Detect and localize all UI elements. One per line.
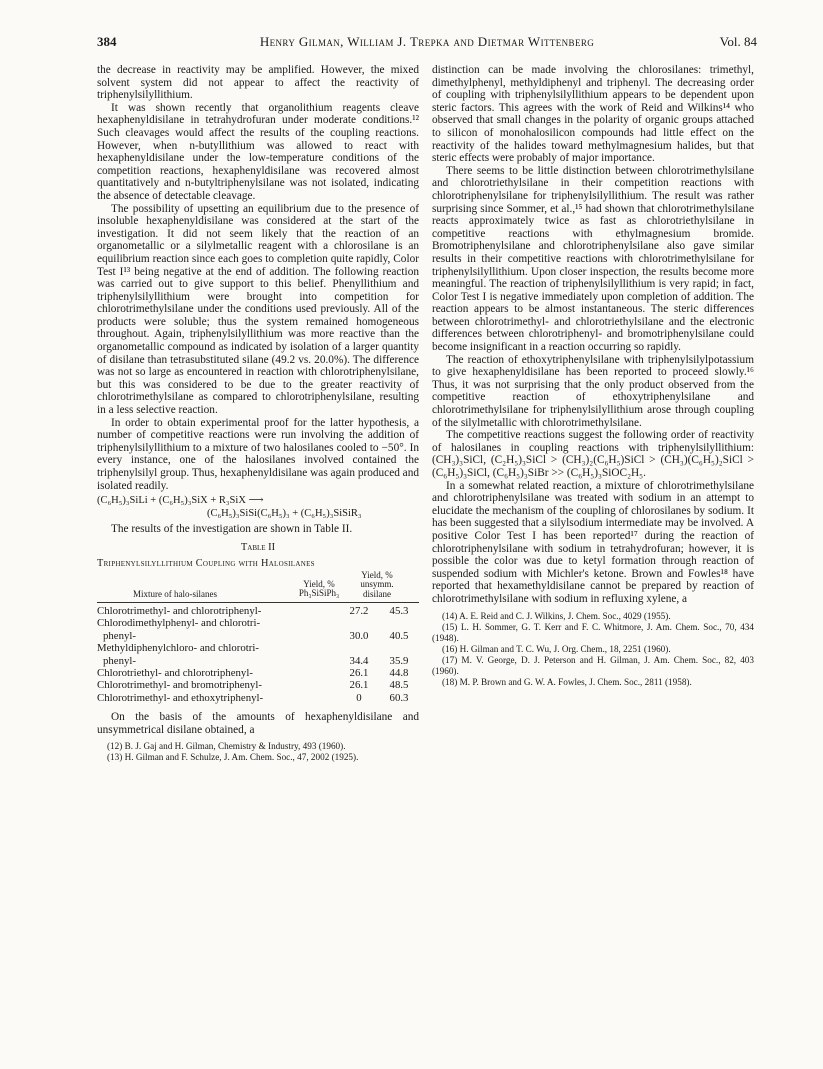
paragraph: The competitive reactions suggest the following order of reactivity of halosilanes in coupling reactions with triphenylsilyllithium: (CH₃)₃SiCl, (C₂H₅)₃SiCl > (CH₃)₂(C₆H₅)SiCl > (CH₃)(C₆H₅)₂SiCl > (C₆H₅)₃SiCl, (C₆H₅)₃SiBr >> (C₆H₅)₃SiOC₂H₅. xyxy=(432,429,754,479)
mixture-cell: Chlorodimethylphenyl- and chlorotri- xyxy=(97,617,261,630)
yield-cell: 48.5 xyxy=(389,679,409,692)
yield-cell: 45.3 xyxy=(389,604,409,617)
right-column xyxy=(432,64,754,688)
paragraph: distinction can be made involving the chlorosilanes: trimethyl, dimethylphenyl, methyldiphenyl and triphenyl. The decreasing order of coupling with triphenylsilyllithium appears to be dependent upon steric factors. This agrees with the work of Reid and Wilkins¹⁴ who observed that small changes in the polarity of organic groups attached to silicon of monohalosilicon compounds had little effect on the reactivity of the halides toward methylmagnesium halides, but that steric effects were probably of major importance. xyxy=(432,64,754,165)
volume-label: Vol. 84 xyxy=(719,34,757,49)
paragraph: The results of the investigation are shown in Table II. xyxy=(111,523,353,536)
results-table xyxy=(97,542,419,704)
left-column xyxy=(97,64,419,763)
page-number: 384 xyxy=(97,34,117,49)
mixture-cell: phenyl- xyxy=(103,629,136,642)
yield-cell: 40.5 xyxy=(389,629,409,642)
yield-cell: 35.9 xyxy=(389,654,409,667)
footnote: (13) H. Gilman and F. Schulze, J. Am. Chem. Soc., 47, 2002 (1925). xyxy=(107,752,359,763)
equation-line: (C₆H₅)₃SiSi(C₆H₅)₃ + (C₆H₅)₃SiSiR₃ xyxy=(207,507,362,519)
paragraph: On the basis of the amounts of hexaphenyldisilane and unsymmetrical disilane obtained, a xyxy=(97,711,419,736)
table-row xyxy=(97,692,419,704)
paragraph: The reaction of ethoxytriphenylsilane with triphenylsilylpotassium to give hexaphenyldisilane has been reported to proceed slowly.¹⁶ Thus, it was not surprising that the only product observed from the competitive reaction of ethoxytriphenylsilane and chlorotrimethylsilane for triphenylsilyllithium arose through coupling of the silylmetallic with chlorotrimethylsilane. xyxy=(432,353,754,429)
yield-cell: 0 xyxy=(356,691,362,704)
reaction-equation xyxy=(97,495,419,520)
table-title: Triphenylsilyllithium Coupling with Halosilanes xyxy=(97,558,315,570)
footnote: (18) M. P. Brown and G. W. A. Fowles, J. Chem. Soc., 2811 (1958). xyxy=(442,676,692,687)
mixture-cell: Chlorotriethyl- and chlorotriphenyl- xyxy=(97,667,253,679)
paragraph: There seems to be little distinction between chlorotrimethylsilane and chlorotriethylsilane in their competition reactions with chlorotriphenylsilane for triphenylsilyllithium. The result was rather surprising since Sommer, et al.,¹⁵ had shown that chlorotrimethylsilane reacts approximately twice as fast as chlorotriethylsilane in competitive reactions with ethylmagnesium bromide. Bromotriphenylsilane and chlorotriphenylsilane also gave similar results in their competitive reactions with chlorotrimethylsilane for triphenylsilyllithium. Upon closer inspection, the results become more meaningful. The reaction of triphenylsilyllithium is very rapid; in fact, Color Test I is negative immediately upon completion of addition. The reaction appears to be almost instantaneous. The steric differences between chlorotrimethyl- and chlorotriethylsilane and the electronic differences between chlorotriphenyl- and bromotriphenylsilane could become insignificant in a reaction occurring so rapidly. xyxy=(432,164,754,354)
mixture-cell: Methyldiphenylchloro- and chlorotri- xyxy=(97,642,259,655)
yield-cell: 27.2 xyxy=(349,604,369,617)
footnote: (15) L. H. Sommer, G. T. Kerr and F. C. Whitmore, J. Am. Chem. Soc., 70, 434 (1948). xyxy=(432,621,754,643)
table-row xyxy=(97,655,419,667)
mixture-cell: phenyl- xyxy=(103,654,136,667)
table-row xyxy=(97,617,419,629)
footnote: (14) A. E. Reid and C. J. Wilkins, J. Chem. Soc., 4029 (1955). xyxy=(442,610,671,621)
table-caption: Table II xyxy=(240,541,276,553)
mixture-cell: Chlorotrimethyl- and bromotriphenyl- xyxy=(97,679,262,692)
paragraph: In order to obtain experimental proof for the latter hypothesis, a number of competitive reactions were run involving the addition of triphenylsilyllithium to a mixture of two halosilanes cooled to −50°. In every instance, one of the halosilanes involved contained the triphenylsilyl group. Thus, hexaphenyldisilane was again produced and isolated readily. xyxy=(97,416,419,492)
equation-line: (C₆H₅)₃SiLi + (C₆H₅)₃SiX + R₃SiX ⟶ xyxy=(97,495,264,507)
footnote: (16) H. Gilman and T. C. Wu, J. Org. Chem., 18, 2251 (1960). xyxy=(442,643,671,654)
table-row xyxy=(97,630,419,642)
paragraph: the decrease in reactivity may be amplified. However, the mixed solvent system did not appear to affect the reactivity of triphenylsilyllithium. xyxy=(97,64,419,102)
page-header xyxy=(97,34,757,52)
footnote: (17) M. V. George, D. J. Peterson and H. Gilman, J. Am. Chem. Soc., 82, 403 (1960). xyxy=(432,654,754,676)
table-row xyxy=(97,679,419,691)
table-row xyxy=(97,642,419,654)
table-row xyxy=(97,605,419,617)
footnotes xyxy=(97,741,419,763)
column-header: Yield, % Ph₃SiSiPh₃ xyxy=(298,578,340,599)
table-row xyxy=(97,667,419,679)
column-header: Mixture of halo-silanes xyxy=(133,588,217,599)
yield-cell: 34.4 xyxy=(349,654,369,667)
yield-cell: 26.1 xyxy=(349,667,369,679)
mixture-cell: Chlorotrimethyl- and ethoxytriphenyl- xyxy=(97,691,264,704)
yield-cell: 30.0 xyxy=(349,629,369,642)
running-head-authors: Henry Gilman, William J. Trepka and Dietmar Wittenberg xyxy=(259,34,595,49)
yield-cell: 26.1 xyxy=(349,679,369,692)
paragraph: The possibility of upsetting an equilibrium due to the presence of insoluble hexaphenyldisilane was considered at the start of the investigation. It did not seem likely that the reaction of an organometallic or a silylmetallic reagent with a chlorosilane is an equilibrium reaction since each goes to completion quite rapidly, Color Test I¹³ being negative at the end of addition. The following reaction was carried out to give support to this belief. Phenyllithium and triphenylsilyllithium were brought into competition for chlorotrimethylsilane under the conditions used previously. All of the products were soluble; thus the system remained homogeneous throughout. Again, triphenylsilyllithium was more reactive than the organometallic compound as indicated by isolation of a larger quantity of disilane than tetrasubstituted silane (49.2 vs. 20.0%). The difference was not so large as encountered in reaction with chlorotriphenylsilane, but this was considered to be due to the greater reactivity of chlorotrimethylsilane as compared to chlorotriphenylsilane, resulting in a less selective reaction. xyxy=(97,202,419,417)
table-header xyxy=(97,571,419,601)
paragraph: In a somewhat related reaction, a mixture of chlorotrimethylsilane and chlorotriphenylsilane was treated with sodium in an attempt to elucidate the mechanism of the coupling of chlorosilanes by sodium. It has been suggested that a silylsodium intermediate may be involved. A positive Color Test I has been reported¹⁷ during the reaction of chlorotriphenylsilane with sodium in tetrahydrofuran; however, it is possible the color was due to ketyl formation through reaction of suspended sodium with Michler's ketone. Brown and Fowles¹⁸ have reported that hexamethyldisilane cannot be prepared by reaction of chlorotrimethylsilane with sodium in refluxing xylene, a xyxy=(432,479,754,605)
column-header: Yield, % unsymm. disilane xyxy=(360,569,394,599)
yield-cell: 44.8 xyxy=(389,667,409,679)
table-rule xyxy=(97,602,419,603)
mixture-cell: Chlorotrimethyl- and chlorotriphenyl- xyxy=(97,604,262,617)
paragraph: It was shown recently that organolithium reagents cleave hexaphenyldisilane in tetrahydrofuran under moderate conditions.¹² Such cleavages would affect the results of the coupling reactions. However, when n-butyllithium was allowed to react with hexaphenyldisilane under the low-temperature conditions of the competition reactions, hexaphenyldisilane was recovered almost quantitatively and n-butyltriphenylsilane was not isolated, indicating the absence of detectable cleavage. xyxy=(97,101,419,202)
table-body xyxy=(97,605,419,704)
footnotes xyxy=(432,611,754,688)
yield-cell: 60.3 xyxy=(389,691,409,704)
footnote: (12) B. J. Gaj and H. Gilman, Chemistry & Industry, 493 (1960). xyxy=(107,741,346,752)
